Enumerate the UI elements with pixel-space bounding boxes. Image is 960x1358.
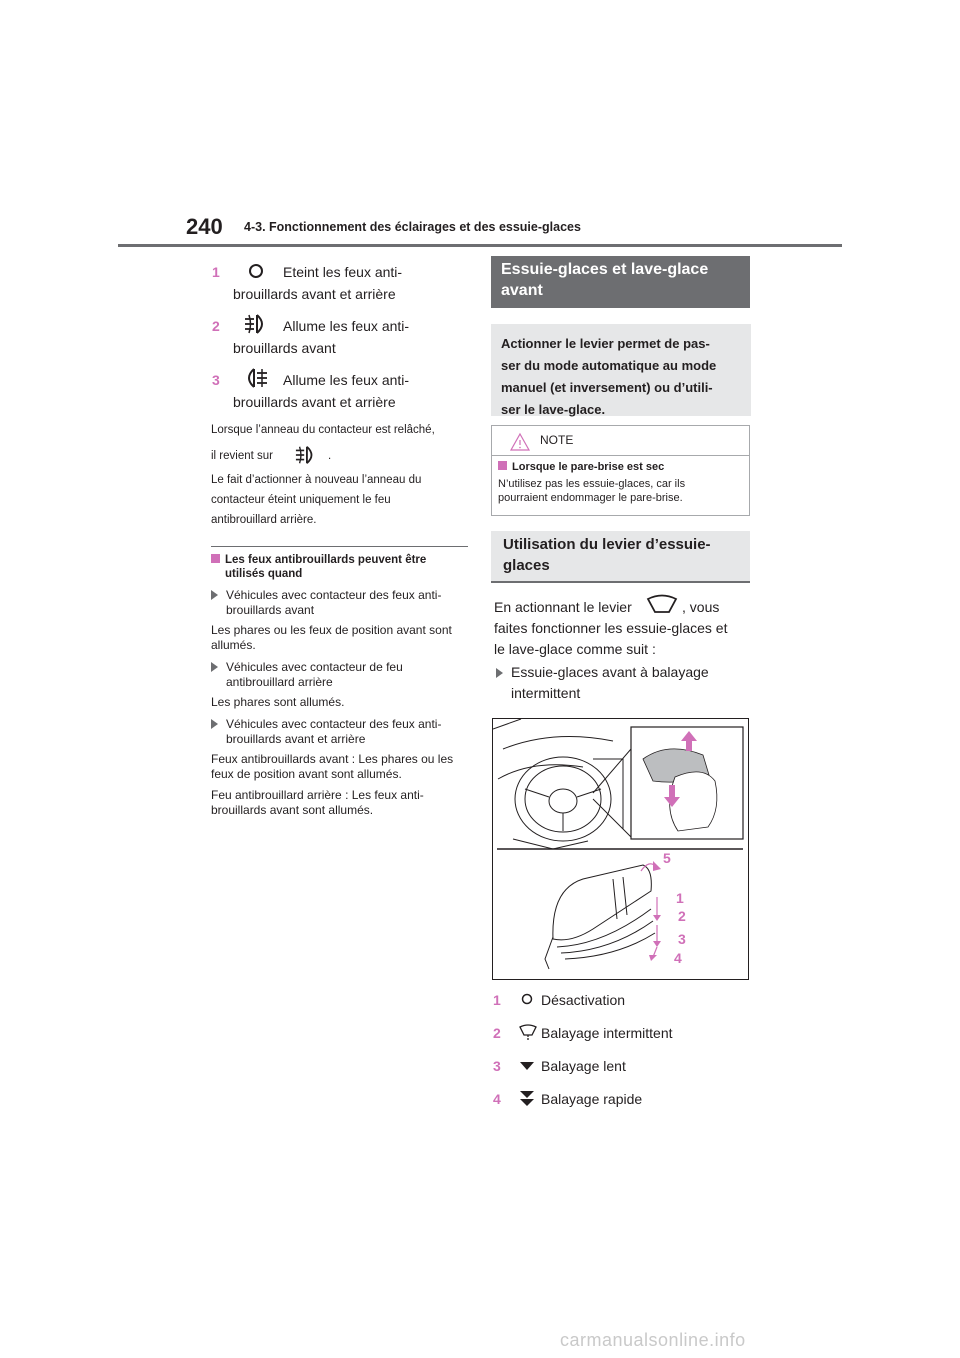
body-text: faites fonctionner les essuie-glaces et: [494, 620, 728, 636]
mode-label: Balayage lent: [541, 1058, 626, 1074]
note-text: N’utilisez pas les essuie-glaces, car ils pourraient endommager le pare-brise.: [498, 478, 686, 504]
triangle-bullet-icon: [211, 662, 218, 672]
again-text: Le fait d’actionner à nouveau l’anneau du: [211, 474, 422, 486]
note-heading: Lorsque le pare-brise est sec: [498, 461, 664, 473]
body-text: , vous: [682, 599, 720, 615]
figure-label: 2: [678, 908, 686, 924]
front-fog-light-icon: [243, 312, 269, 336]
item-number: 1: [212, 264, 220, 280]
section-title: 4-3. Fonctionnement des éclairages et des essuie-glaces: [244, 220, 581, 234]
body-text: le lave-glace comme suit :: [494, 641, 656, 657]
again-text: contacteur éteint uniquement le feu: [211, 494, 391, 506]
item-line2: brouillards avant et arrière: [233, 394, 396, 410]
release-text: il revient sur: [211, 450, 273, 462]
figure-label: 1: [676, 890, 684, 906]
note-box: [491, 425, 750, 516]
header-rule: [118, 244, 842, 247]
triangle-bullet-icon: [211, 590, 218, 600]
note-divider: [492, 455, 749, 456]
rear-fog-light-icon: [243, 366, 269, 390]
item-number: 3: [212, 372, 220, 388]
item-line1: Eteint les feux anti-: [283, 264, 403, 280]
list-item: Véhicules avec contacteur de feu antibrouillard arrière: [211, 660, 473, 690]
mode-label: Désactivation: [541, 992, 626, 1008]
triangle-bullet-icon: [211, 719, 218, 729]
note-label: NOTE: [540, 433, 574, 447]
body-text: En actionnant le levier: [494, 599, 632, 615]
mode-label: Balayage rapide: [541, 1091, 643, 1107]
item-line2: brouillards avant et arrière: [233, 286, 396, 302]
page-number: 240: [186, 214, 223, 239]
square-bullet-icon: [498, 461, 507, 470]
release-text: .: [328, 450, 332, 462]
section-heading: Essuie-glaces et lave-glace avant: [491, 256, 750, 308]
single-arrow-down-icon: [519, 1060, 535, 1072]
list-item: Essuie-glaces avant à balayage intermittent: [496, 662, 709, 704]
item-number: 2: [212, 318, 220, 334]
square-bullet-icon: [211, 554, 220, 563]
release-text: Lorsque l’anneau du contacteur est relâché,: [211, 424, 435, 436]
item-line1: Allume les feux anti-: [283, 372, 410, 388]
mode-number: 3: [493, 1058, 501, 1074]
front-fog-light-icon: [293, 444, 319, 466]
off-circle-icon: [520, 992, 534, 1006]
list-item: Véhicules avec contacteur des feux anti- brouillards avant: [211, 588, 473, 618]
figure-label: 3: [678, 931, 686, 947]
again-text: antibrouillard arrière.: [211, 514, 317, 526]
double-arrow-down-icon: [519, 1090, 535, 1108]
divider: [211, 546, 468, 547]
mode-label: Balayage intermittent: [541, 1025, 673, 1041]
mode-number: 1: [493, 992, 501, 1008]
item-line1: Allume les feux anti-: [283, 318, 410, 334]
intro-box: Actionner le levier permet de pas- ser du mode automatique au mode manuel (et inversement) ou d’utili- ser le lave-glace.: [491, 324, 751, 416]
usage-heading: Les feux antibrouillards peuvent être utilisés quand: [211, 553, 471, 581]
triangle-bullet-icon: [496, 668, 503, 678]
intermittent-wipe-icon: [518, 1023, 538, 1041]
list-item: Véhicules avec contacteur des feux anti- brouillards avant et arrière: [211, 717, 473, 747]
item-line2: brouillards avant: [233, 340, 336, 356]
mode-number: 4: [493, 1091, 501, 1107]
lever-illustration: [493, 719, 748, 979]
wiper-lever-figure: [492, 718, 749, 980]
warning-icon: [509, 432, 531, 452]
watermark: carmanualsonline.info: [560, 1330, 746, 1350]
figure-label: 4: [674, 950, 682, 966]
mode-number: 2: [493, 1025, 501, 1041]
lever-heading: Utilisation du levier d’essuie- glaces: [491, 531, 750, 583]
case-list: Véhicules avec contacteur des feux anti- brouillards avant Les phares ou les feux de position avant sont allumés. Véhicules avec contacteur de feu antibrouillard arrière Les phares sont allumés. Véhicules avec contacteur des feux anti- brouillards avant et arrière Feux antibrouillards avant : Les phares ou les feux de position avant sont allumés. Feu antibrouillard arrière : Les feux anti- brouillards avant sont allumés.: [211, 588, 473, 818]
figure-label: 5: [663, 850, 671, 866]
wiper-icon: [645, 593, 679, 615]
circle-off-icon: [247, 262, 265, 280]
